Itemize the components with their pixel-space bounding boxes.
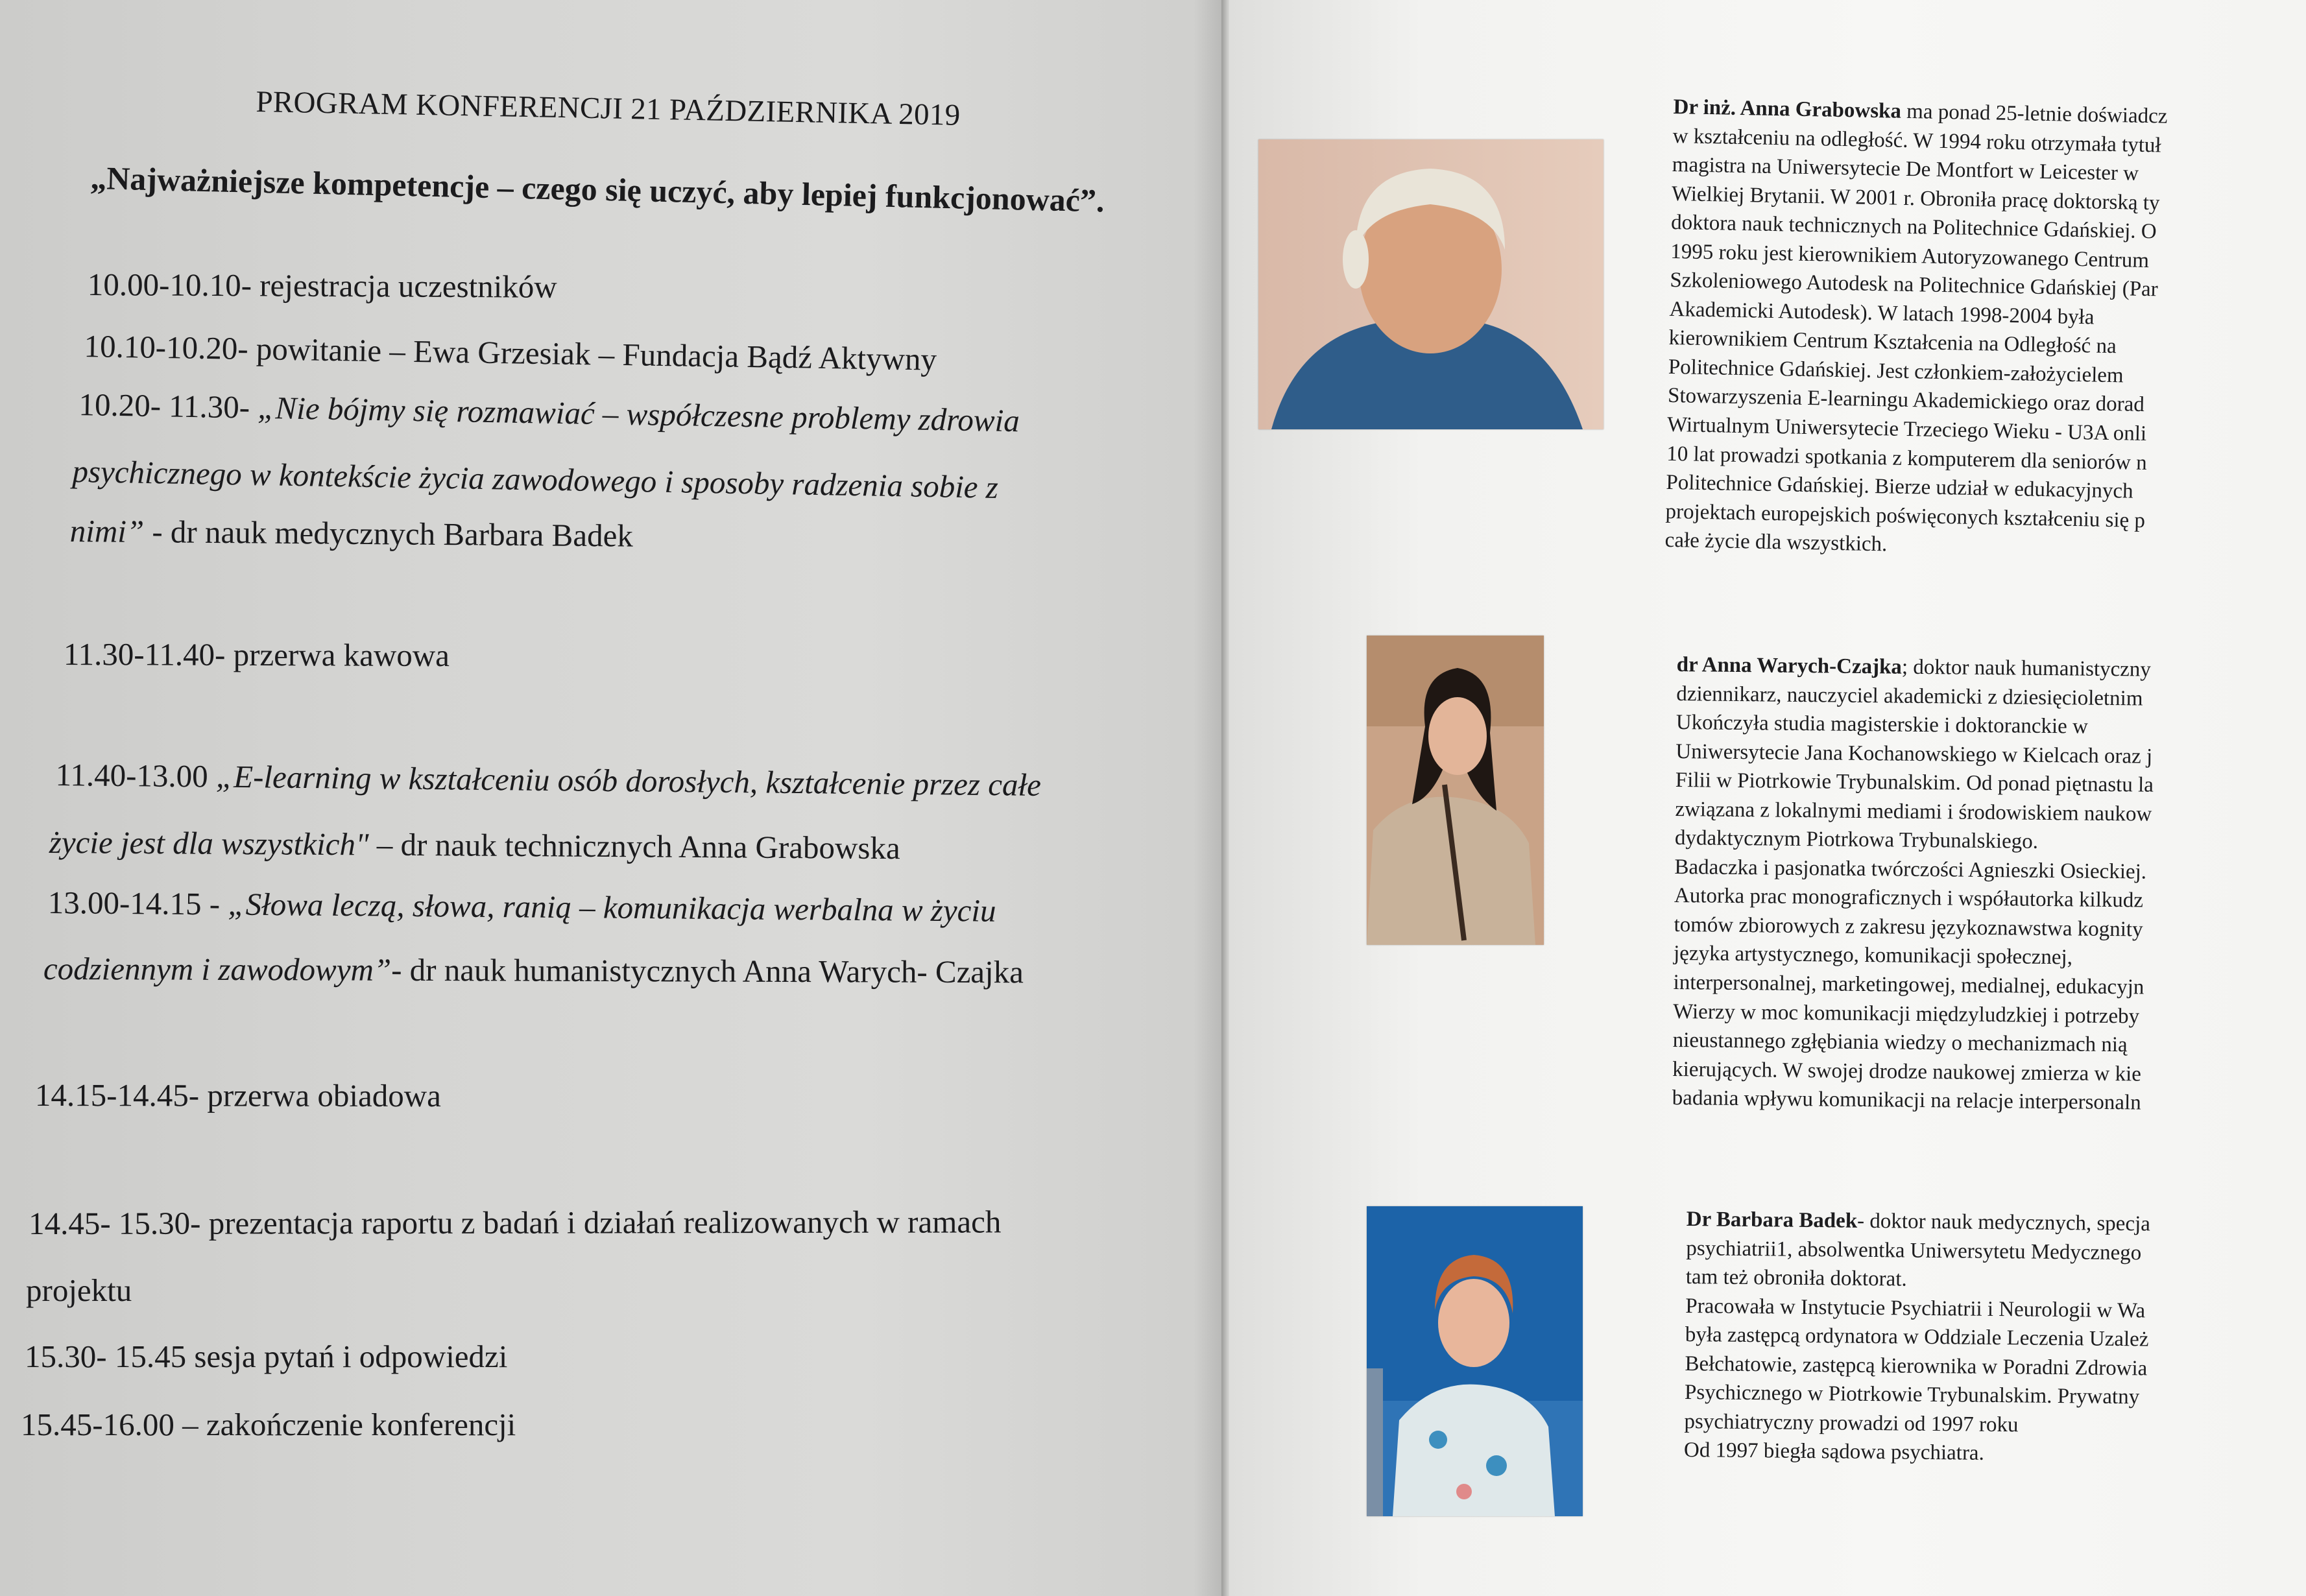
program-item [26,1273,132,1309]
item-time: 10.00-10.10- [87,267,260,304]
item-text: projektu [26,1272,132,1308]
item-text: - dr nauk humanistycznych Anna Warych- Czajka [391,951,1024,990]
bio-line: Politechnice Gdańskiej. Bierze udział w edukacyjnych [1666,471,2133,503]
bio-line: Politechnice Gdańskiej. Jest członkiem-założycielem [1668,355,2124,388]
bio-grabowska [1664,93,2306,567]
bio-line: Bełchatowie, zastępcą kierownika w Poradni Zdrowia [1685,1352,2148,1381]
bio-name: Dr Barbara Badek [1686,1207,1858,1233]
program-item [21,1407,516,1443]
item-text: powitanie – Ewa Grzesiak – Fundacja Bądź Aktywny [256,331,937,377]
program-item [43,951,1024,990]
program-item [35,1078,441,1114]
item-text: – dr nauk technicznych Anna Grabowska [368,826,900,866]
bio-line: Badaczka i pasjonatka twórczości Agnieszki Osieckiej. [1674,855,2147,884]
bio-line: magistra na Uniwersytecie De Montfort w Leicester w [1672,153,2139,185]
item-text: - dr nauk medycznych Barbara Badek [143,513,634,554]
item-text: przerwa kawowa [233,636,450,674]
bio-line: dydaktycznym Piotrkowa Trybunalskiego. [1674,826,2039,854]
bio-line: w kształceniu na odległość. W 1994 roku otrzymała tytuł [1672,124,2161,157]
item-time: 15.45-16.00 [21,1407,183,1442]
bio-badek [1684,1205,2306,1471]
program-item [70,514,634,554]
item-text-italic: nimi” [69,513,145,549]
portrait-grabowska [1258,139,1603,429]
bio-line: interpersonalnej, marketingowej, medialnej, edukacyjn [1673,970,2144,999]
bio-name: dr Anna Warych-Czajka [1676,652,1903,679]
portrait-warych-czajka [1367,636,1544,945]
bio-line: 1995 roku jest kierownikiem Autoryzowanego Centrum [1670,239,2150,272]
item-time: 15.30- 15.45 [25,1339,195,1374]
bio-line: projektach europejskich poświęconych kształceniu się p [1665,499,2146,532]
bio-line: była zastępcą ordynatora w Oddziale Leczenia Uzależ [1685,1323,2149,1352]
bio-line: badania wpływu komunikacji na relacje interpersonaln [1672,1086,2141,1115]
program-item [64,637,450,674]
program-item [29,1204,1001,1241]
bio-line: dziennikarz, nauczyciel akademicki z dziesięcioletnim [1676,682,2143,711]
item-text: przerwa obiadowa [207,1077,441,1114]
item-text: – zakończenie konferencji [182,1407,516,1442]
item-text: prezentacja raportu z badań i działań realizowanych w ramach [208,1204,1002,1241]
bio-line: Akademicki Autodesk). W latach 1998-2004 była [1669,297,2095,329]
bio-line: całe życie dla wszystkich. [1664,529,1888,556]
item-text-italic: „E-learning w kształceniu osób dorosłych, kształcenie przez całe [215,758,1042,803]
bio-line: Wierzy w moc komunikacji międzyludzkiej i potrzeby [1672,999,2140,1029]
bio-line: kierujących. W swojej drodze naukowej zmierza w kie [1672,1057,2142,1086]
bio-line: - doktor nauk medycznych, specja [1856,1209,2151,1236]
item-time: 10.20- 11.30- [78,387,258,425]
bio-line: Ukończyła studia magisterskie i doktoranckie w [1675,711,2089,739]
bio-line: ma ponad 25-letnie doświadcz [1901,99,2168,128]
item-text-italic: życie jest dla wszystkich" [49,824,369,863]
item-text-italic: „Nie bójmy się rozmawiać – współczesne problemy zdrowia [257,389,1020,439]
bio-line: Stowarzyszenia E-learningu Akademickiego oraz dorad [1667,384,2145,417]
bio-line: tam też obroniła doktorat. [1685,1265,1907,1291]
bio-line: Pracowała w Instytucie Psychiatrii i Neurologii w Wa [1685,1294,2146,1323]
bio-line: Szkoleniowego Autodesk na Politechnice Gdańskiej (Par [1670,268,2159,302]
bio-line: Autorka prac monograficznych i współautorka kilkudz [1674,884,2144,912]
bio-line: nieustannego zgłębiania wiedzy o mechanizmach nią [1672,1029,2128,1057]
program-item [49,825,900,866]
program-item [88,267,557,305]
program-subtitle: „Najważniejsze kompetencje – czego się uczyć, aby lepiej funkcjonować”. [90,159,1105,219]
item-time: 14.15-14.45- [34,1077,208,1114]
item-time: 10.10-10.20- [84,328,257,367]
item-time: 14.45- 15.30- [28,1205,209,1241]
item-time: 11.40-13.00 [55,757,217,794]
bio-line: tomów zbiorowych z zakresu językoznawstwa kognity [1674,912,2143,942]
item-text: rejestracja uczestników [259,267,557,305]
bio-line: Wielkiej Brytanii. W 2001 r. Obroniła pracę doktorską ty [1671,182,2160,215]
bio-line: związana z lokalnymi mediami i środowiskiem naukow [1675,797,2152,826]
program-item [25,1339,507,1375]
program-title: PROGRAM KONFERENCJI 21 PAŹDZIERNIKA 2019 [255,84,961,132]
portrait-badek [1367,1206,1583,1516]
bio-line: 10 lat prowadzi spotkania z komputerem dla seniorów n [1666,442,2148,475]
bio-line: Od 1997 biegła sądowa psychiatra. [1683,1438,1984,1466]
bio-line: Filii w Piotrkowie Trybunalskim. Od ponad piętnastu la [1675,768,2154,797]
bio-line: kierownikiem Centrum Kształcenia na Odległość na [1668,326,2117,359]
bio-line: psychiatryczny prowadzi od 1997 roku [1684,1409,2019,1437]
item-text: sesja pytań i odpowiedzi [194,1339,508,1374]
bio-name: Dr inż. Anna Grabowska [1673,95,1902,123]
item-text-italic: „Słowa leczą, słowa, ranią – komunikacja werbalna w życiu [228,886,996,929]
item-text-italic: psychicznego w kontekście życia zawodowego i sposoby radzenia sobie z [72,453,999,505]
item-text-italic: codziennym i zawodowym” [43,951,392,988]
bio-line: Psychicznego w Piotrkowie Trybunalskim. Prywatny [1684,1381,2140,1409]
bio-line: Wirtualnym Uniwersytecie Trzeciego Wieku - U3A onli [1666,412,2147,446]
item-time: 13.00-14.15 - [47,885,228,922]
bio-line: języka artystycznego, komunikacji społecznej, [1673,942,2073,970]
bio-line: doktora nauk technicznych na Politechnice Gdańskiej. O [1670,211,2157,244]
bio-line: ; doktor nauk humanistyczny [1901,655,2152,682]
bio-line: psychiatrii1, absolwentka Uniwersytetu Medycznego [1686,1236,2142,1265]
item-time: 11.30-11.40- [63,636,234,673]
bio-warych-czajka [1672,650,2306,1119]
bio-line: Uniwersytecie Jana Kochanowskiego w Kielcach oraz j [1675,739,2153,768]
